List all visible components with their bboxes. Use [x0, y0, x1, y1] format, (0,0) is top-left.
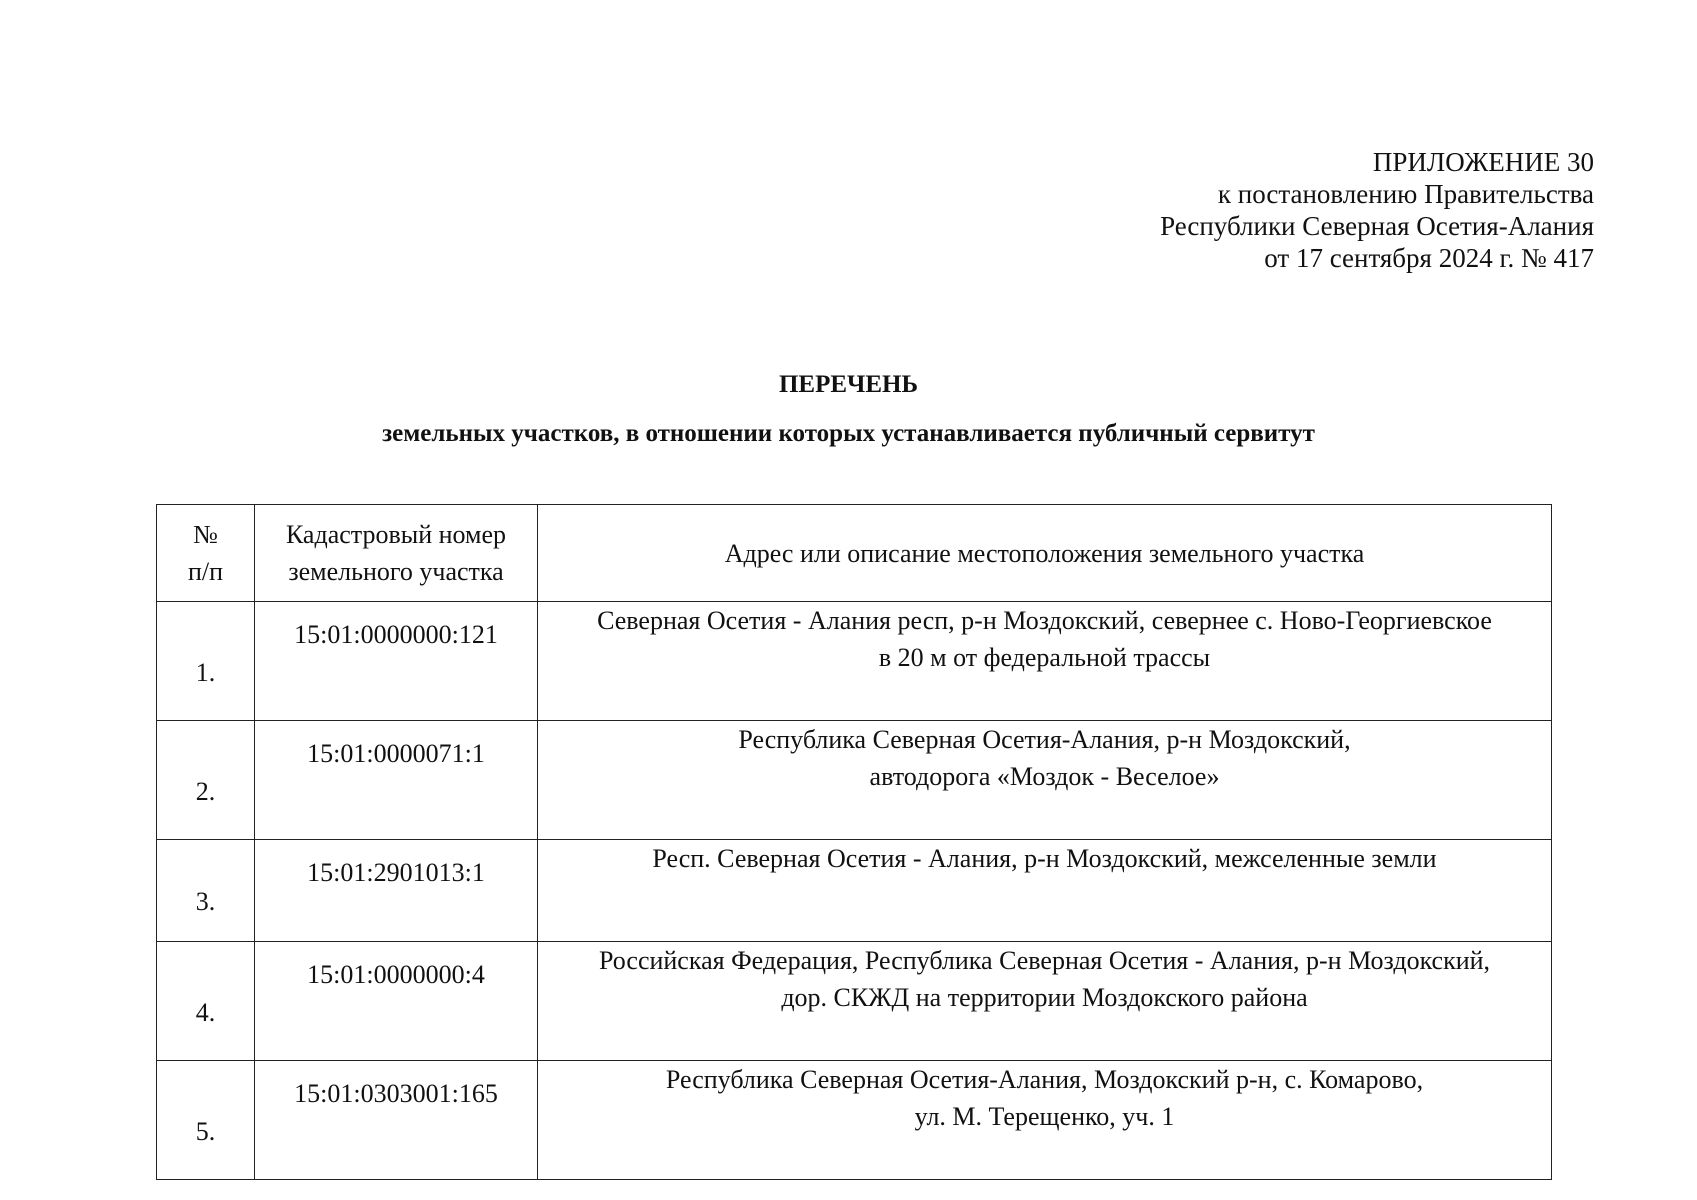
header-cadastral-line: Кадастровый номер — [285, 520, 507, 549]
appendix-line: от 17 сентября 2024 г. № 417 — [1264, 243, 1594, 273]
address-line: ул. М. Терещенко, уч. 1 — [914, 1102, 1175, 1131]
appendix-line: ПРИЛОЖЕНИЕ 30 — [1372, 147, 1594, 177]
header-num — [157, 505, 255, 602]
cadastral-number: 15:01:2901013:1 — [255, 840, 538, 942]
address-line: в 20 м от федеральной трассы — [878, 643, 1211, 672]
address-line: Республика Северная Осетия-Алания, Моздокский р-н, с. Комарово, — [665, 1065, 1424, 1094]
document-subtitle: земельных участков, в отношении которых устанавливается публичный сервитут — [382, 420, 1315, 447]
cadastral-number: 15:01:0000000:121 — [255, 602, 538, 721]
cadastral-number: 15:01:0000071:1 — [255, 721, 538, 840]
document-title: ПЕРЕЧЕНЬ — [778, 371, 919, 398]
address-line: Республика Северная Осетия-Алания, р-н Моздокский, — [738, 725, 1351, 754]
address-line: Российская Федерация, Республика Северная Осетия - Алания, р-н Моздокский, — [598, 946, 1491, 975]
address-cell — [538, 602, 1552, 721]
table-header — [157, 505, 1552, 602]
table-row — [157, 942, 1552, 1061]
address-cell — [538, 840, 1552, 942]
address-line: автодорога «Моздок - Веселое» — [869, 762, 1220, 791]
row-number: 4. — [157, 942, 255, 1061]
header-num-line: п/п — [187, 557, 224, 586]
row-number: 3. — [157, 840, 255, 942]
table-row — [157, 721, 1552, 840]
appendix-block — [1160, 146, 1594, 274]
header-num-line: № — [193, 520, 218, 549]
table-row — [157, 840, 1552, 942]
row-number: 2. — [157, 721, 255, 840]
land-plots-table — [156, 504, 1552, 1180]
table-row — [157, 602, 1552, 721]
address-cell — [538, 942, 1552, 1061]
row-number: 1. — [157, 602, 255, 721]
table-row — [157, 1061, 1552, 1180]
appendix-line: к постановлению Правительства — [1217, 179, 1594, 209]
header-cadastral — [255, 505, 538, 602]
address-line: дор. СКЖД на территории Моздокского района — [781, 983, 1308, 1012]
address-cell — [538, 1061, 1552, 1180]
header-address: Адрес или описание местоположения земельного участка — [538, 505, 1552, 602]
header-cadastral-line: земельного участка — [288, 557, 504, 586]
address-cell — [538, 721, 1552, 840]
address-line: Северная Осетия - Алания респ, р-н Моздокский, севернее с. Ново-Георгиевское — [597, 606, 1492, 635]
row-number: 5. — [157, 1061, 255, 1180]
appendix-line: Республики Северная Осетия-Алания — [1160, 211, 1594, 241]
address-line: Респ. Северная Осетия - Алания, р-н Моздокский, межселенные земли — [652, 844, 1437, 873]
cadastral-number: 15:01:0000000:4 — [255, 942, 538, 1061]
cadastral-number: 15:01:0303001:165 — [255, 1061, 538, 1180]
